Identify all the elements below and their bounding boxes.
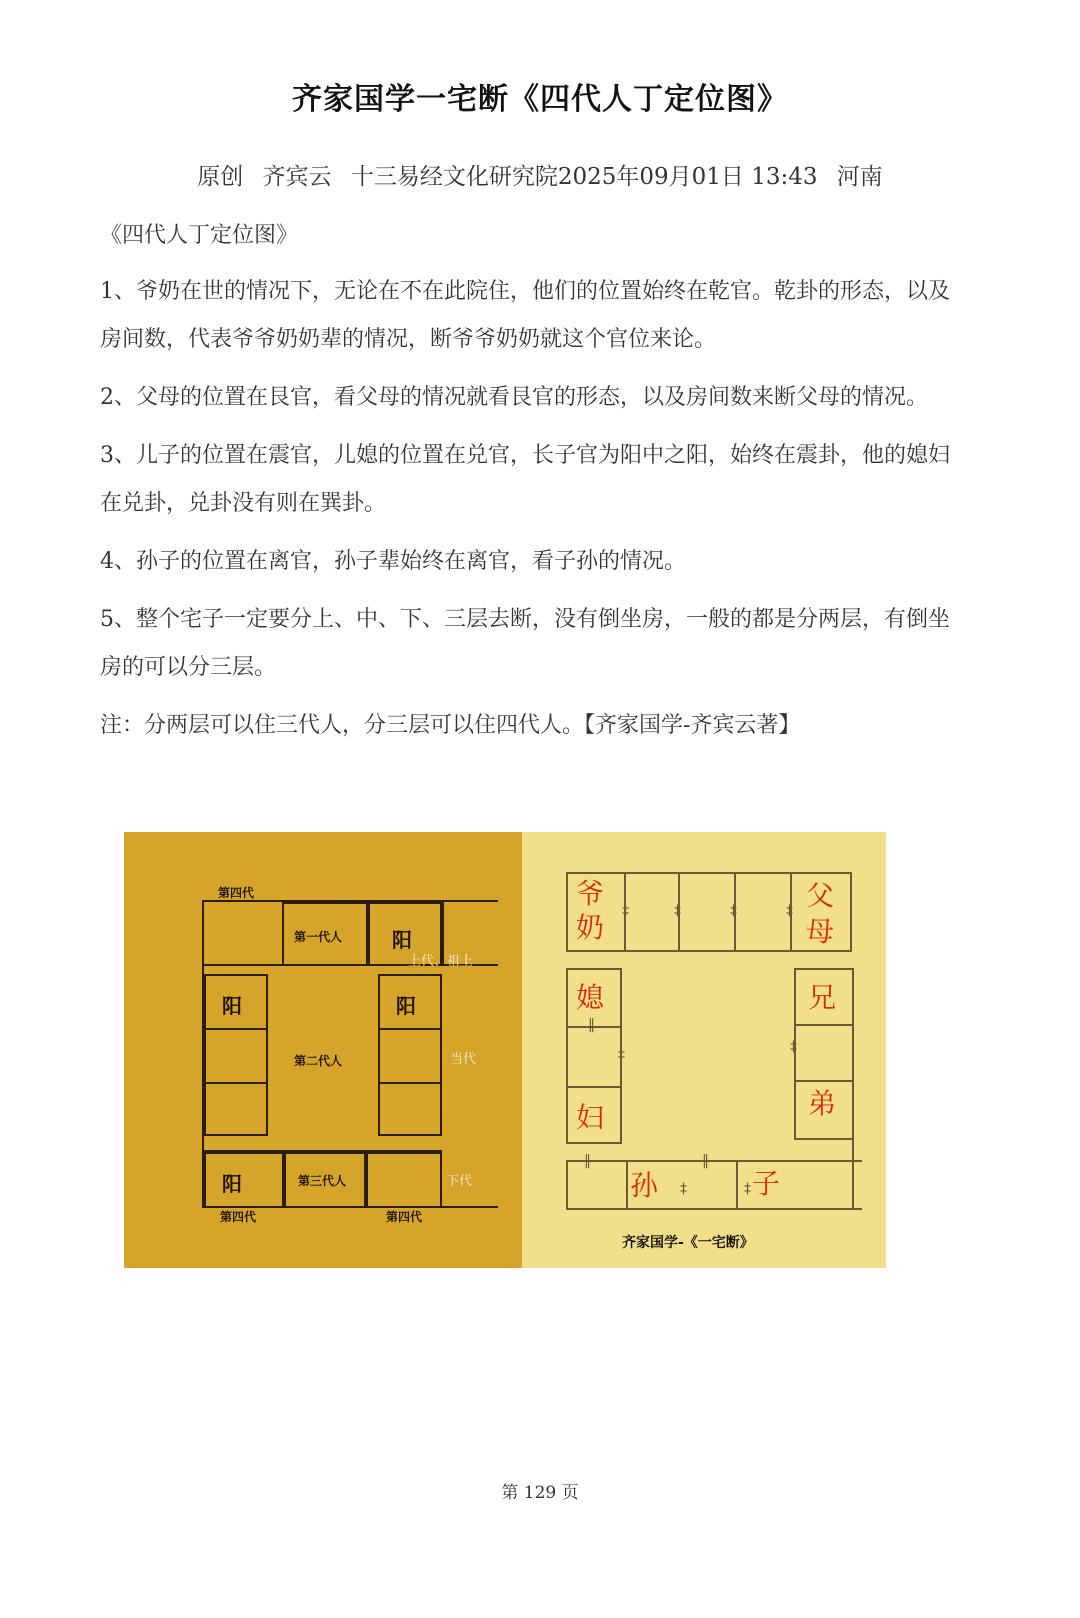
label-son: 子 [752,1167,781,1200]
figure-caption: 齐家国学-《一宅断》 [622,1235,754,1251]
paragraph-3: 3、儿子的位置在震官，儿媳的位置在兑官，长子官为阳中之阳，始终在震卦，他的媳妇在兑卦，兑卦没有则在巽卦。 [100,443,950,516]
label-grandson: 孙 [630,1169,659,1202]
label-daughter-in-law: 媳 [576,981,605,1014]
room-yang-bottom [204,1152,284,1208]
original-tag: 原创 [197,164,244,190]
room-bottom-right [366,1152,442,1208]
label-yang-right: 阳 [396,994,416,1018]
region: 河南 [836,164,883,190]
label-gen4-bottom-right: 第四代 [386,1210,423,1224]
label-gen3: 第三代人 [298,1174,347,1188]
generation-layout-panel [124,832,522,1268]
paragraph-2: 2、父母的位置在艮官，看父母的情况就看艮官的形态，以及房间数来断父母的情况。 [100,385,928,410]
label-gen2: 第二代人 [294,1054,343,1068]
label-gen4-top: 第四代 [218,886,255,900]
label-father: 父 [806,879,835,912]
page-title: 齐家国学一宅断《四代人丁定位图》 [292,82,788,117]
label-younger-brother: 弟 [808,1087,837,1120]
label-gen1: 第一代人 [294,930,343,944]
org-datetime: 十三易经文化研究院2025年09月01日 13:43 [350,164,818,190]
paragraph-1: 1、爷奶在世的情况下，无论在不在此院住，他们的位置始终在乾官。乾卦的形态，以及房间数，代表爷爷奶奶辈的情况，断爷爷奶奶就这个官位来论。 [100,279,950,352]
label-gen4-bottom-left: 第四代 [220,1210,257,1224]
label-mother: 母 [806,915,835,948]
family-positions-panel: ‡ ‡ ‡ ‡ ‖ ‡ ‡ ‖ ‖ ‡ ‡ 爷 奶 父 母 媳 妇 兄 弟 孙 子 齐家国学-《一宅断》 [522,832,886,1268]
section-subtitle: 《四代人丁定位图》 [100,223,299,248]
label-lower-gen: 下代 [446,1174,473,1189]
label-elder-brother: 兄 [808,981,837,1014]
house-diagram-figure [124,832,886,1268]
page-number: 第 129 页 [501,1483,579,1503]
label-yang-top: 阳 [392,928,412,952]
label-upper-gen: 上代、祖上 [408,954,474,969]
paragraph-5: 5、整个宅子一定要分上、中、下、三层去断，没有倒坐房，一般的都是分两层，有倒坐房的可以分三层。 [100,607,950,680]
author-name: 齐宾云 [262,164,332,190]
label-grandma: 奶 [576,911,605,944]
label-yang-bottom: 阳 [222,1172,242,1196]
label-current-gen: 当代 [450,1052,477,1067]
label-yang-left: 阳 [222,994,242,1018]
article-body [100,212,960,760]
note-paragraph: 注：分两层可以住三代人，分三层可以住四代人。【齐家国学-齐宾云著】 [100,713,801,738]
label-wife: 妇 [576,1101,605,1134]
article-meta [0,158,1080,191]
label-grandpa: 爷 [576,877,605,910]
paragraph-4: 4、孙子的位置在离官，孙子辈始终在离官，看子孙的情况。 [100,549,686,574]
